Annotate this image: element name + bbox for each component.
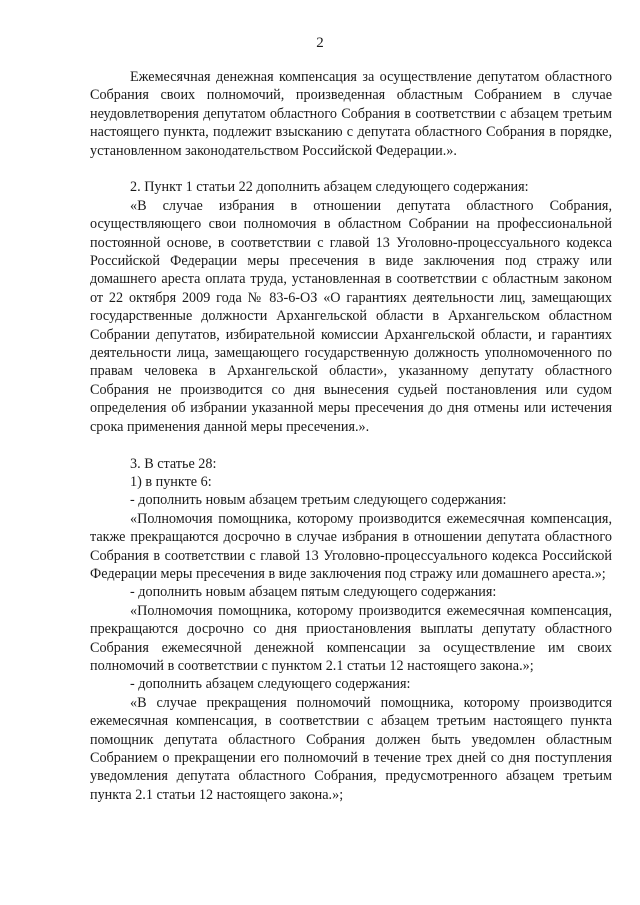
paragraph-assistant-early-termination: «Полномочия помощника, которому производится ежемесячная компенсация, прекращаются досрочно со дня приостановления выплаты депутату областного Собрания ежемесячной денежной компенсации за осуществление им своих полномочий в соответствии с пунктом 2.1 статьи 12 настоящего закона.»; <box>90 602 612 674</box>
paragraph-assistant-notification: «В случае прекращения полномочий помощника, которому производится ежемесячная компенсация, в соответствии с абзацем третьим настоящего пункта помощник депутата областного Собрания должен быть уведомлен областным Собранием о прекращении его полномочий в течение трех дней со дня поступления уведомления депутата областного Собрания, предусмотренного абзацем третьим пункта 2.1 статьи 12 настоящего закона.»; <box>90 694 612 803</box>
paragraph-add-third-paragraph: - дополнить новым абзацем третьим следующего содержания: <box>130 492 507 509</box>
page-number: 2 <box>316 35 324 51</box>
paragraph-assistant-powers-termination: «Полномочия помощника, которому производится ежемесячная компенсация, также прекращаются досрочно в случае избрания в отношении депутата областного Собрания в соответствии с главой 13 Уголовно-процессуального кодекса Российской Федерации меры пресечения в виде заключения под стражу или домашнего ареста.»; <box>90 510 612 582</box>
paragraph-compensation-recovery: Ежемесячная денежная компенсация за осуществление депутатом областного Собрания своих полномочий, произведенная областным Собранием в случае неудовлетворения депутатом областного Собрания в соответствии с абзацем третьим настоящего пункта, подлежит взысканию с депутата областного Собрания в порядке, установленном законодательством Российской Федерации.». <box>90 69 612 159</box>
paragraph-subitem-1: 1) в пункте 6: <box>130 473 212 490</box>
paragraph-item-2-heading: 2. Пункт 1 статьи 22 дополнить абзацем следующего содержания: <box>130 179 529 196</box>
paragraph-article-22-addition: «В случае избрания в отношении депутата областного Собрания, осуществляющего свои полномочия в областном Собрании на профессиональной постоянной основе, в соответствии с главой 13 Уголовно-процессуального кодекса Российской Федерации меры пресечения в виде заключения под стражу или домашнего ареста оплата труда, установленная в соответствии с областным законом от 22 октября 2009 года № 83-6-ОЗ «О гарантиях деятельности лиц, замещающих государственные должности Архангельской области в Архангельском областном Собрании депутатов, избирательной комиссии Архангельской области, и гарантиях деятельности лица, замещающего государственную должность уполномоченного по правам человека в Архангельской области», указанному депутату областного Собрания не производится со дня вынесения судьей постановления или судом определения об избрании указанной меры пресечения до дня отмены или истечения срока применения данной меры пресечения.». <box>90 197 612 435</box>
paragraph-spacer <box>90 436 612 454</box>
paragraph-add-fifth-paragraph: - дополнить новым абзацем пятым следующего содержания: <box>130 584 497 601</box>
paragraph-spacer <box>90 160 612 178</box>
paragraph-add-paragraph: - дополнить абзацем следующего содержания: <box>130 676 411 693</box>
paragraph-item-3-heading: 3. В статье 28: <box>130 455 217 472</box>
document-body <box>90 68 612 804</box>
